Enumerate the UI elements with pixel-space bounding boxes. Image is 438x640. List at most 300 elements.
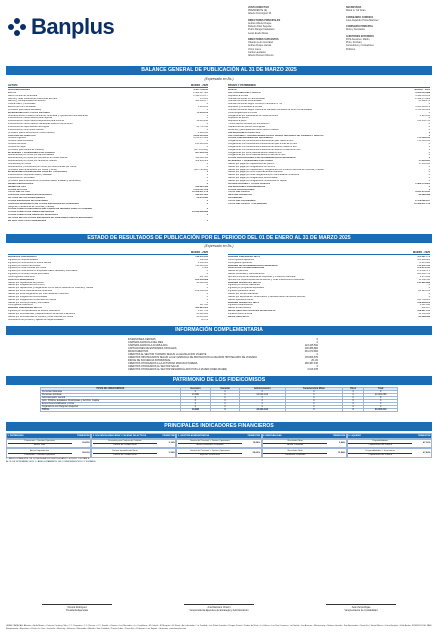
statement-label: (Provisión para inversiones en títulos valores) bbox=[8, 131, 55, 134]
header-line: DIRECTORES PRINCIPALES bbox=[248, 18, 281, 22]
statement-label: ACTIVOS DE LOS FIDEICOMISOS bbox=[8, 197, 45, 200]
statement-label: Otros gastos operativos bbox=[228, 261, 253, 264]
indicator-value: 3,38% bbox=[168, 451, 175, 454]
statement-value: 0 bbox=[206, 117, 208, 120]
statement-value: (145.740.389) bbox=[193, 168, 208, 171]
indicator-ratio bbox=[262, 439, 347, 449]
header-line: DIRECTORES SUPLENTES bbox=[248, 38, 279, 42]
info-label: CRÉDITOS AL SECTOR TURISMO SEGÚN LA LEGISLACIÓN VIGENTE bbox=[128, 353, 207, 356]
patrimonio-cell: 0 bbox=[364, 391, 398, 394]
statement-value: 271.062.571 bbox=[417, 270, 430, 273]
statement-label: Obligaciones por operaciones de mesa de dinero bbox=[228, 114, 279, 117]
statement-value: 6.156.271.869 bbox=[193, 137, 208, 140]
patrimonio-cell: 0 bbox=[364, 400, 398, 403]
statement-label: Rendimientos por cobrar por disponibilidades bbox=[8, 154, 55, 157]
statement-value: 1.185.206 bbox=[197, 106, 208, 109]
statement-value: 0 bbox=[206, 180, 208, 182]
statement-label: (Provisión para disponibilidades) bbox=[8, 108, 42, 111]
patrimonio-cell: Personas Naturales bbox=[41, 391, 181, 394]
statement-label: Inversiones en títulos valores mantenidas hasta su vencimiento bbox=[8, 123, 73, 126]
info-label: CRÉDITOS OTORGADOS AL SECTOR SALUD bbox=[128, 365, 180, 368]
patrimonio-cell: 0 bbox=[343, 391, 364, 394]
indicator-numerator: Disponibilidades bbox=[348, 440, 412, 444]
statement-label: Gastos por depreciación, amortización y desvalorización de bienes diversos bbox=[228, 295, 306, 298]
signature-name: Victoria Rodríguez bbox=[67, 606, 87, 609]
indicator-numerator: Activo Improductivo bbox=[8, 450, 72, 454]
statement-label: EN CRIPTOACTIVOS SOBERANOS bbox=[8, 219, 47, 222]
statement-label: Obligaciones con instituciones financieras del país a más de un año bbox=[228, 143, 298, 146]
statement-value: 1.388.176.804 bbox=[415, 182, 430, 185]
statement-label: Obligaciones con instituciones financieras del exterior hasta un año bbox=[228, 145, 297, 148]
indicator-ratio bbox=[6, 439, 91, 449]
info-label: CRÉDITOS OTORGADOS A LA ACTIVIDAD MANUFACTURERA bbox=[128, 362, 198, 365]
header-line: Andrés Duque Lamas bbox=[248, 44, 272, 48]
patrimonio-cell: 0 bbox=[239, 406, 285, 409]
statement-value: 0 bbox=[428, 128, 430, 131]
statement-value: 0 bbox=[206, 199, 208, 202]
statement-line bbox=[8, 319, 208, 322]
indicator-group-title: 3. GESTIÓN ADMINISTRATIVA bbox=[177, 434, 210, 437]
patrimonio-header-cell: Inversión bbox=[180, 388, 211, 391]
statement-label: Créditos en litigio bbox=[8, 145, 26, 148]
statement-label: Ingresos por recuperaciones de activos financieros bbox=[8, 310, 60, 313]
statement-value: 64.923.015 bbox=[418, 290, 430, 293]
statement-value: 0 bbox=[206, 140, 208, 143]
statement-label: Créditos reestructurados bbox=[8, 140, 34, 143]
statement-label: Rendimientos por cobrar por cartera de créditos bbox=[8, 160, 57, 163]
statement-label: OTROS FINANCIAMIENTOS OBTENIDOS bbox=[228, 137, 273, 140]
statement-label: OTRAS CUENTAS DEUDORAS DEL FONDO DE AHORRO PARA LA VIVIENDA bbox=[8, 208, 93, 211]
patrimonio-cell: TOTAL bbox=[41, 409, 181, 412]
patrimonio-cell: 0 bbox=[285, 400, 342, 403]
info-value: 0 bbox=[316, 338, 318, 341]
statement-value: 201.068.769 bbox=[417, 273, 430, 276]
statement-value: 1.121.940 bbox=[419, 304, 430, 307]
statement-label: CUENTAS DEUDORAS POR OTROS ENCARGOS DE CONFIANZA bbox=[8, 202, 80, 205]
statement-label: MARGEN OPERATIVO NETO bbox=[228, 301, 260, 304]
statement-label: PATRIMONIO bbox=[228, 197, 243, 200]
statement-value: 9.975.406 bbox=[419, 275, 430, 278]
indicator-fraction bbox=[178, 450, 242, 457]
statement-label: BIENES REALIZABLES bbox=[8, 182, 34, 185]
statement-value: 0 bbox=[428, 188, 430, 191]
statement-label: Gastos por pagar por captaciones del público bbox=[228, 162, 275, 165]
header-line: José Alejandro Prosa Martínez bbox=[346, 18, 379, 22]
patrimonio-cell: 0 bbox=[285, 397, 342, 400]
patrimonio-cell: 0 bbox=[364, 397, 398, 400]
statement-label: Gastos por otras obligaciones por intermediación financiera bbox=[8, 292, 69, 295]
statement-label: Cuentas corrientes remuneradas bbox=[228, 100, 262, 103]
info-label: CRÉDITOS HIPOTECARIOS SEGÚN LA LEY ESPECIAL DE PROTECCIÓN AL DEUDOR HIPOTECARIO DE VIVIENDA bbox=[128, 356, 257, 359]
statement-value: 17.330.991 bbox=[418, 160, 430, 163]
branch-footer: GRAN CARACAS: Altamira • Bello Monte • Caracas Country Club • C.C. Propatria • C.C. Recreo • C.C. Sambil • Chacao • Las Mercedes • La Castellana • El Cafetal • El Marqués • El Rosal • Av. Libertador • La Trinidad • Los Palos Grandes • Parque Cristal • Prados del Este • La Urbina • Los Dos Caminos • La Florida • Las Acacias • Macaracuay • Sabana Grande • San Bernardino • Santa Fe • Santa Mónica • Torre Banplus • Valle Arriba. INTERIOR DEL PAÍS: Barquisimeto • Barcelona • Puerto La Cruz • Lechería • Maracay • Valencia • Maracaibo • Mérida • San Cristóbal • Puerto Ordaz • Punto Fijo • Porlamar • Los Teques • Guarenas. www.banplus.com bbox=[6, 625, 432, 630]
patrimonio-cell: 0 bbox=[180, 397, 211, 400]
statement-label: CUENTAS CONTINGENTES DEUDORAS bbox=[8, 194, 52, 197]
indicator-group bbox=[262, 433, 347, 458]
statement-label: Otros ingresos financieros bbox=[8, 275, 35, 278]
indicator-fraction bbox=[93, 440, 157, 447]
statement-value: 0 bbox=[206, 214, 208, 217]
statement-value: 0 bbox=[206, 273, 208, 276]
banplus-logo bbox=[6, 14, 114, 40]
statement-label: Gastos por pagar por obligaciones subordinadas bbox=[228, 177, 278, 180]
statement-label: Efectos de cobro inmediato bbox=[8, 106, 36, 109]
indicator-denominator: Cartera de Crédito Bruta bbox=[112, 453, 137, 456]
indicator-fraction bbox=[8, 450, 72, 457]
indicator-group-title: 5. LIQUIDEZ bbox=[348, 434, 361, 437]
indicator-group-title: 4. RENTABILIDAD bbox=[263, 434, 282, 437]
info-title: INFORMACIÓN COMPLEMENTARIA bbox=[6, 326, 432, 335]
patrimonio-cell: 0 bbox=[364, 406, 398, 409]
patrimonio-header-cell: Garantía bbox=[211, 388, 240, 391]
info-label: CRÉDITOS OTORGADOS AL SECTOR DESARROLLADO POR LA MUJER (CRED-MUJER) bbox=[128, 368, 228, 371]
indicator-denominator: Activo Promedio bbox=[287, 444, 304, 447]
info-label: ÍNDICE DE SOLVENCIA PATRIMONIAL bbox=[128, 359, 171, 362]
indicator-value: 2,16% bbox=[168, 442, 175, 445]
statement-value: 109.627.144 bbox=[417, 310, 430, 313]
statement-label: RESULTADO BRUTO ANTES DE IMPUESTO bbox=[228, 310, 276, 313]
patrimonio-title: PATRIMONIO DE LOS FIDEICOMISOS bbox=[6, 376, 432, 385]
statement-label: Derechos y participaciones sobre títulos o valores bbox=[228, 128, 279, 131]
patrimonio-cell: 0 bbox=[180, 406, 211, 409]
indicator-value: 19,89% bbox=[252, 442, 261, 445]
statement-label: INTERESES Y COMISIONES POR COBRAR bbox=[8, 151, 55, 154]
header-line: AUDITORES EXTERNOS bbox=[346, 34, 374, 38]
statement-value: 329.959.329 bbox=[195, 160, 208, 163]
statement-label: GASTOS FINANCIEROS bbox=[8, 278, 35, 281]
statement-value: 751.583.014 bbox=[417, 140, 430, 143]
indicator-ratio bbox=[347, 448, 432, 458]
statement-label: Gastos por incobrabilidad de créditos y otras cuentas por cobrar bbox=[8, 315, 74, 318]
statement-value: 0 bbox=[428, 154, 430, 157]
statement-value: 0 bbox=[428, 123, 430, 126]
statement-value: 190.739.006 bbox=[417, 298, 430, 301]
indicator-value: 29,83% bbox=[82, 442, 90, 445]
indicator-group bbox=[6, 433, 91, 458]
statement-value: 0 bbox=[206, 145, 208, 148]
statement-label: TOTAL DEL ACTIVO bbox=[8, 191, 30, 194]
statement-value: 0 bbox=[428, 292, 430, 295]
statement-label: Gastos por incobrabilidad y desvalorización de activos financieros bbox=[8, 312, 76, 315]
patrimonio-cell: 0 bbox=[285, 406, 342, 409]
signature-role: Presidenta Ejecutiva bbox=[66, 609, 88, 612]
indicator-group-period: TRIMESTRE bbox=[247, 434, 261, 437]
statement-value: 0 bbox=[428, 287, 430, 290]
indicator-denominator: Patrimonio + Gestión Operativa bbox=[24, 453, 55, 456]
statement-value: 6.490.603.169 bbox=[415, 94, 430, 97]
signature-role: Vicepresidenta Ejecutiva de Estrategia y Administración bbox=[189, 609, 249, 612]
statement-value: 6.234.411.930 bbox=[193, 134, 208, 137]
statement-value: 138.857.802 bbox=[195, 194, 208, 197]
indicator-ratio bbox=[347, 439, 432, 449]
signature-role: Vicepresidente de Contabilidad bbox=[344, 609, 378, 612]
statement-label: Obligaciones por otros financiamientos a más de un año bbox=[228, 154, 286, 157]
indicator-denominator: Activo Productivo Promedio bbox=[196, 444, 224, 447]
statement-label: (Provisión para rendimientos por cobrar y otras) bbox=[8, 168, 57, 171]
statement-value: 751.583.014 bbox=[417, 137, 430, 140]
statement-label: INVERSIONES EN EMPRESAS FILIALES Y AFILIADAS bbox=[8, 171, 67, 174]
statement-value: 0 bbox=[428, 171, 430, 174]
statement-label: Rendimientos por cobrar por inversiones en títulos valores bbox=[8, 157, 68, 160]
statement-value: 2.449.373.889 bbox=[415, 97, 430, 100]
balance-subtitle: (Expresado en Bs.) bbox=[204, 77, 234, 81]
header-line: María G. Gil Teran bbox=[346, 9, 366, 13]
indicator-group bbox=[347, 433, 432, 458]
indicator-value: 99,63% bbox=[82, 451, 90, 454]
statement-label: Inversiones en otros títulos valores bbox=[8, 128, 44, 131]
patrimonio-cell: 0 bbox=[180, 400, 211, 403]
indicator-note: 1.- ABSOLUTAMENTE: SE CONSIDERA SOLVENTE A BANCO SÓLIDO Y ESTABLE bbox=[6, 458, 90, 460]
statement-label: OTRAS OBLIGACIONES POR INTERMEDIACIÓN FINANCIERA bbox=[228, 157, 296, 160]
patrimonio-cell: 0 bbox=[343, 406, 364, 409]
statement-label: Depósitos y certificados a la vista bbox=[228, 106, 262, 109]
signature-block bbox=[184, 604, 254, 612]
patrimonio-cell: Organismos con Régimen Especial bbox=[41, 406, 181, 409]
patrimonio-cell: 24.004.310 bbox=[364, 409, 398, 412]
statement-label: INGRESOS FINANCIEROS bbox=[8, 256, 37, 258]
statement-value: 0 bbox=[206, 108, 208, 111]
statement-label: Gastos operativos varios bbox=[228, 298, 254, 301]
statement-value: 0 bbox=[428, 177, 430, 180]
balance-assets-header: ACTIVO MARZO - 2025 bbox=[8, 84, 208, 87]
signature-name: Juan Zerpa Rojas bbox=[351, 606, 371, 609]
statement-label: Ingresos por disponibilidades bbox=[8, 258, 38, 261]
indicator-fraction bbox=[178, 440, 242, 447]
statement-value: 8.841.376.911 bbox=[415, 191, 430, 194]
statement-label: Ingresos por otras cuentas por cobrar bbox=[8, 267, 47, 270]
header-line: Alberto Dominguez M. bbox=[248, 12, 272, 16]
statement-value: 3.704.003.009 bbox=[415, 108, 430, 111]
statement-value: 474.297.773 bbox=[417, 256, 430, 258]
statement-label: Gastos por pagar por otras obligaciones por intermediación financiera bbox=[228, 174, 299, 177]
patrimonio-header-cell: Total bbox=[364, 388, 398, 391]
statement-label: Gastos por pagar por captaciones y obligaciones con el Banco Nacional de Vivienda y Hábitat bbox=[228, 168, 324, 171]
patrimonio-header-cell: Otros bbox=[343, 388, 364, 391]
header-line: Roberto Díaz Segovia bbox=[248, 25, 272, 29]
statement-value: 0 bbox=[206, 128, 208, 131]
indicator-numerator: Resultado Neto bbox=[263, 450, 327, 454]
statement-label: Gastos por obligaciones convertibles en capital bbox=[8, 298, 57, 301]
patrimonio-cell: 0 bbox=[343, 394, 364, 397]
statement-value: 0 bbox=[206, 171, 208, 174]
statement-value: 0 bbox=[206, 123, 208, 126]
statement-label: Constitución de provisión y ajustes de disponibilidades bbox=[8, 318, 64, 321]
statement-value: 30.772.532 bbox=[196, 125, 208, 128]
statement-label: Gastos por captaciones del público bbox=[8, 281, 44, 284]
patrimonio-cell: 13.088 bbox=[180, 409, 211, 412]
board-directors bbox=[248, 6, 338, 57]
patrimonio-table-wrap bbox=[40, 387, 398, 412]
patrimonio-cell: 0 bbox=[239, 391, 285, 394]
statement-value: 0 bbox=[428, 174, 430, 177]
statement-label: OBLIGACIONES CON EL BCV bbox=[228, 131, 261, 134]
statement-value: 3.968.048 bbox=[197, 131, 208, 134]
balance-liabilities bbox=[228, 84, 430, 206]
patrimonio-cell: 0 bbox=[211, 406, 240, 409]
statement-value: 0 bbox=[206, 298, 208, 301]
patrimonio-cell: Administración Central bbox=[41, 397, 181, 400]
indicator-value: 15,94% bbox=[337, 451, 346, 454]
indicator-numerator: Provisión para Cartera de Créditos bbox=[93, 440, 157, 444]
statement-line bbox=[228, 316, 430, 319]
statement-label: CAPTACIONES DEL PÚBLICO bbox=[228, 91, 261, 94]
statement-value: 0 bbox=[206, 154, 208, 157]
signature-block bbox=[42, 604, 112, 612]
statement-value: 798.351.810 bbox=[195, 256, 208, 258]
statement-label: Gastos por pagar por obligaciones con el BCV bbox=[228, 165, 276, 168]
statement-label: Colocaciones en el Banco Central de Venezuela y Operaciones Interbancarias bbox=[8, 114, 88, 117]
indicator-group-title: 1. PATRIMONIO bbox=[7, 434, 24, 437]
statement-value: 0 bbox=[428, 134, 430, 137]
statement-label: Ingresos extraordinarios bbox=[228, 304, 253, 307]
balance-title: BALANCE GENERAL DE PUBLICACIÓN AL 31 DE MARZO 2025 bbox=[6, 66, 432, 75]
statement-label: Ingresos por inversiones en títulos valores bbox=[8, 261, 52, 264]
statement-line bbox=[228, 203, 430, 206]
statement-label: Cuentas corrientes no remuneradas bbox=[228, 97, 265, 100]
patrimonio-cell: 0 bbox=[285, 409, 342, 412]
indicator-fraction bbox=[263, 440, 327, 447]
indicator-numerator: Patrimonio + Gestión Operativa bbox=[8, 440, 72, 444]
statement-label: Gastos de personal bbox=[228, 270, 248, 273]
header-line: Alberto Romero Moreno bbox=[248, 54, 274, 58]
statement-value: 397.318.442 bbox=[195, 151, 208, 154]
patrimonio-table bbox=[40, 387, 398, 412]
statement-value: 0 bbox=[206, 292, 208, 295]
statement-label: Depósitos de ahorro bbox=[228, 117, 249, 120]
patrimonio-cell: 0 bbox=[211, 409, 240, 412]
statement-label: Gastos extraordinarios bbox=[228, 307, 252, 310]
statement-label: TOTAL DEL PASIVO bbox=[228, 191, 250, 194]
statement-value: 0 bbox=[206, 114, 208, 117]
indicator-group-title: 2. SOLVENCIA BANCARIA Y CALIDAD DE ACTIVOS bbox=[92, 434, 147, 437]
patrimonio-cell: Adm. Pública, Estadales, Municipales y del Dtto. Capital bbox=[41, 400, 181, 403]
header-line: Carlos Landaeta bbox=[248, 50, 266, 54]
indicators-title: PRINCIPALES INDICADORES FINANCIEROS bbox=[6, 422, 432, 431]
statement-value: 179.663 bbox=[199, 97, 208, 100]
header-line: CONSEJERO JURIDICO bbox=[346, 15, 374, 19]
patrimonio-cell: 0 bbox=[239, 397, 285, 400]
statement-line bbox=[8, 220, 208, 223]
statement-value: 0 bbox=[428, 157, 430, 160]
statement-label: CARTERA DE CRÉDITOS bbox=[8, 134, 36, 137]
statement-value: 0 bbox=[206, 103, 208, 106]
signatures bbox=[6, 604, 432, 612]
statement-value: 0 bbox=[428, 295, 430, 298]
statement-label: Gastos Generales y Administrativos bbox=[228, 273, 265, 276]
patrimonio-cell: 0 bbox=[239, 400, 285, 403]
info-label: CARTERA AGRÍCOLA DEL MES bbox=[128, 341, 164, 344]
indicator-value: 67,16% bbox=[423, 442, 431, 445]
statement-label: Ingresos por bienes realizables bbox=[228, 284, 260, 287]
statement-label: BIENES DE USO bbox=[8, 185, 26, 188]
statement-value: 132.914 bbox=[199, 258, 208, 261]
indicator-value: 3,44% bbox=[339, 442, 346, 445]
statement-value: 39.816.298 bbox=[196, 120, 208, 123]
statement-value: 0 bbox=[428, 148, 430, 151]
statement-label: (Régimen Prestacional de Vivienda y Hábitat) bbox=[8, 205, 55, 208]
indicator-numerator: Cartera Inmovilizada Bruta bbox=[93, 450, 157, 454]
header-line: Consultores y Contadores bbox=[346, 44, 374, 48]
indicator-denominator: Activo Total bbox=[34, 444, 46, 447]
statement-value: 0 bbox=[206, 301, 208, 304]
indicator-group-period: TRIMESTRE bbox=[162, 434, 175, 437]
indicator-value: 67,64% bbox=[423, 451, 431, 454]
patrimonio-cell: 0 bbox=[364, 403, 398, 406]
info-label: CAPTACIONES DE ENTIDADES OFICIALES bbox=[128, 347, 177, 350]
info-value: 106.388.884 bbox=[304, 347, 318, 350]
statement-value: 0 bbox=[206, 162, 208, 165]
indicator-note: AL 31 DE DICIEMBRE 2024: 1.- ABSOLUTAMENTE: SE CONSIDERA SÓLIDO Y ESTABLE bbox=[6, 460, 96, 463]
results-subtitle: (Expresado en Bs.) bbox=[204, 244, 234, 248]
statement-label: (Provisión para cartera de créditos) bbox=[8, 148, 44, 151]
header-line: RCS Asesores, Martin, bbox=[346, 38, 371, 42]
patrimonio-cell: 24.091.192 bbox=[239, 409, 285, 412]
signature-name: Ana Manzano Chacín bbox=[207, 606, 231, 609]
statement-value: 75.213.808 bbox=[418, 261, 430, 264]
results-right-header: MARZO - 2025 bbox=[228, 251, 430, 255]
statement-label: Ingresos por inversiones en empresas filiales, afiliadas y sucursales bbox=[8, 270, 78, 273]
signature-block bbox=[326, 604, 396, 612]
statement-value: 461.066.077 bbox=[195, 100, 208, 103]
indicator-ratio bbox=[91, 439, 176, 449]
patrimonio-cell: 0 bbox=[285, 403, 342, 406]
patrimonio-header-cell: Característica Mixta bbox=[285, 388, 342, 391]
statement-label: OBLIGACIONES SUBORDINADAS bbox=[228, 185, 266, 188]
statement-label: Otros ingresos operativos bbox=[228, 258, 255, 261]
banplus-logo-mark bbox=[6, 16, 28, 38]
info-value: 123.445.592 bbox=[304, 344, 318, 347]
indicator-ratio bbox=[176, 448, 261, 458]
results-left-header: MARZO - 2025 bbox=[8, 251, 208, 255]
header-line: Andrés Alberto Duque bbox=[248, 22, 272, 26]
patrimonio-cell: 0 bbox=[211, 400, 240, 403]
statement-value: 1.596.376.377 bbox=[193, 94, 208, 97]
statement-value: 0 bbox=[428, 143, 430, 146]
statement-label: CAPTACIONES Y OBLIGACIONES CON EL BANCO NACIONAL DE VIVIENDA Y HÁBITAT bbox=[228, 134, 324, 137]
statement-label: Efectivo bbox=[8, 91, 17, 94]
statement-label: MARGEN FINANCIERO NETO bbox=[228, 256, 261, 258]
patrimonio-cell: 0 bbox=[211, 391, 240, 394]
statement-value: 4.467.734.911 bbox=[193, 89, 208, 91]
statement-label: MARGEN DE INTERMEDIACIÓN FINANCIERA bbox=[228, 264, 278, 267]
results-left bbox=[8, 251, 208, 321]
results-right bbox=[228, 251, 430, 319]
indicator-group bbox=[91, 433, 176, 458]
indicator-denominator: Cartera de Crédito Bruta bbox=[112, 444, 137, 447]
indicator-group bbox=[176, 433, 261, 458]
header-line: PRESIDENTE (E) bbox=[248, 9, 268, 13]
statement-label: GASTOS DE TRANSFORMACIÓN bbox=[228, 267, 265, 270]
statement-label: MARGEN OPERATIVO BRUTO bbox=[228, 281, 261, 284]
statement-label: Cuentas corrientes según Convenio Cambiario N° 20 bbox=[228, 103, 283, 106]
statement-value: 17.330.991 bbox=[418, 162, 430, 165]
indicator-fraction bbox=[348, 450, 412, 457]
statement-label: OTROS ENCARGOS DE CONFIANZA bbox=[8, 199, 49, 202]
statement-value: 74.356.878 bbox=[196, 111, 208, 114]
statement-value: 45.289.274 bbox=[418, 100, 430, 103]
indicator-numerator: Gastos de Personal + Gastos Operativos bbox=[178, 440, 242, 444]
statement-label: Captaciones del público restringidas bbox=[228, 125, 265, 128]
patrimonio-cell: 0 bbox=[343, 397, 364, 400]
patrimonio-cell: 24.091.192 bbox=[239, 394, 285, 397]
statement-value: 705.351.790 bbox=[417, 264, 430, 267]
statement-label: Depósitos a plazo bbox=[228, 120, 247, 123]
statement-label: Gastos por oficina principal y sucursales bbox=[8, 301, 50, 304]
statement-label: Cuentas corrientes según Sistema de Mercado Cambiario de Libre Convertibilidad bbox=[228, 108, 312, 111]
statement-value: 0 bbox=[428, 185, 430, 188]
statement-value: 0 bbox=[206, 219, 208, 222]
header-line: Públicos bbox=[346, 47, 356, 51]
